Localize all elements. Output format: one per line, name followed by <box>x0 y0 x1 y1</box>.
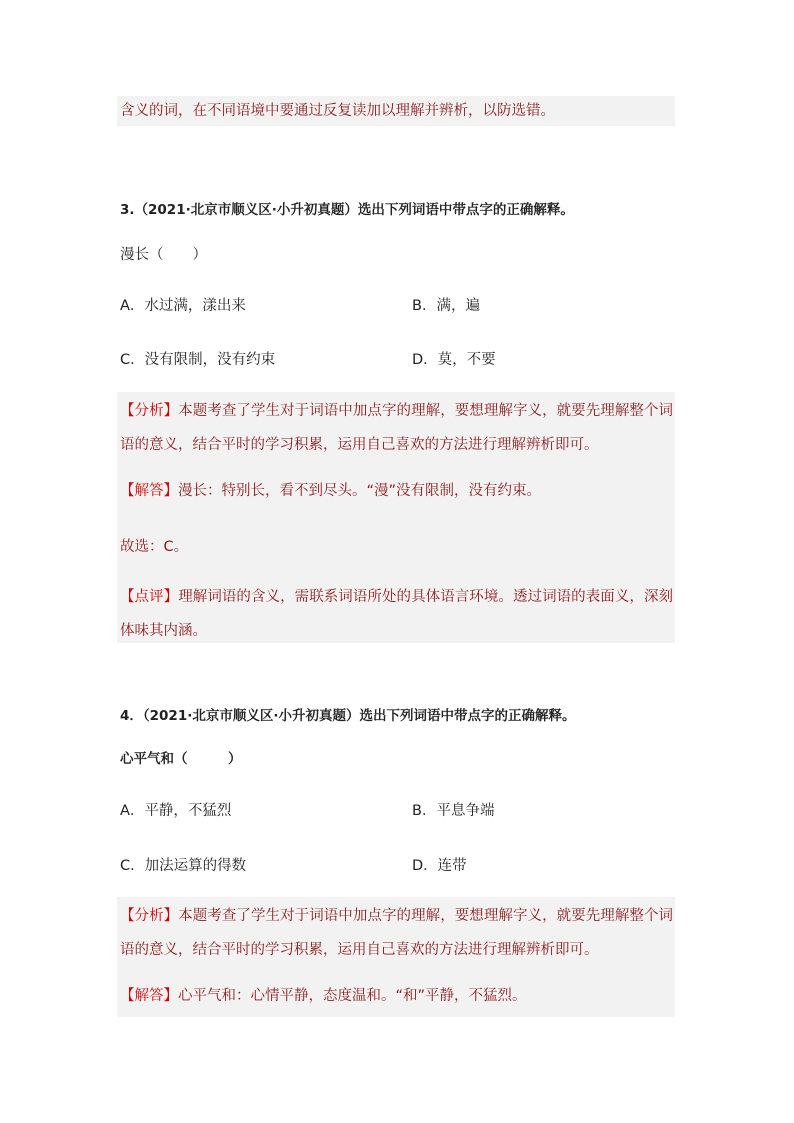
question-4-option-d: D．连带 <box>412 858 467 874</box>
question-3-option-b: B．满，遍 <box>412 298 480 314</box>
question-3-word: 漫长（ ） <box>120 247 207 263</box>
question-4-word: 心平气和（ ） <box>120 751 242 767</box>
question-3-option-c: C．没有限制，没有约束 <box>120 352 276 368</box>
comment-label: 【点评】 <box>120 589 179 605</box>
answer-text: 漫长：特别长，看不到尽头。“漫”没有限制，没有约束。 <box>178 483 542 499</box>
question-3-option-d: D．莫，不要 <box>412 352 496 368</box>
question-4-title: 4．（2021·北京市顺义区·小升初真题）选出下列词语中带点字的正确解释。 <box>120 708 576 724</box>
answer-text: 心平气和：心情平静，态度温和。“和”平静，不猛烈。 <box>178 988 527 1004</box>
question-4-option-c: C．加法运算的得数 <box>120 858 247 874</box>
answer-label: 【解答】 <box>120 988 178 1004</box>
question-4-analysis <box>120 899 673 967</box>
analysis-text: 本题考查了学生对于词语中加点字的理解，要想理解字义，就要先理解整个词语的意义，结合平时的学习积累，运用自己喜欢的方法进行理解辨析即可。 <box>120 403 673 453</box>
question-4-answer <box>120 986 527 1006</box>
question-3-option-a: A．水过满，漾出来 <box>120 298 246 314</box>
analysis-label: 【分析】 <box>120 908 179 924</box>
question-3-choice: 故选：C。 <box>120 539 189 555</box>
answer-label: 【解答】 <box>120 483 178 499</box>
analysis-text: 本题考查了学生对于词语中加点字的理解，要想理解字义，就要先理解整个词语的意义，结合平时的学习积累，运用自己喜欢的方法进行理解辨析即可。 <box>120 908 673 958</box>
question-3-analysis <box>120 394 673 462</box>
question-3-answer <box>120 481 541 501</box>
comment-text: 理解词语的含义，需联系词语所处的具体语言环境。透过词语的表面义，深刻体味其内涵。 <box>120 589 673 639</box>
question-3-title: 3.（2021·北京市顺义区·小升初真题）选出下列词语中带点字的正确解释。 <box>120 202 574 218</box>
explanation-continued-text: 含义的词，在不同语境中要通过反复读加以理解并辨析，以防选错。 <box>120 103 555 119</box>
analysis-label: 【分析】 <box>120 403 179 419</box>
question-3-comment <box>120 580 673 648</box>
question-4-option-b: B．平息争端 <box>412 803 495 819</box>
question-4-option-a: A．平静，不猛烈 <box>120 803 232 819</box>
